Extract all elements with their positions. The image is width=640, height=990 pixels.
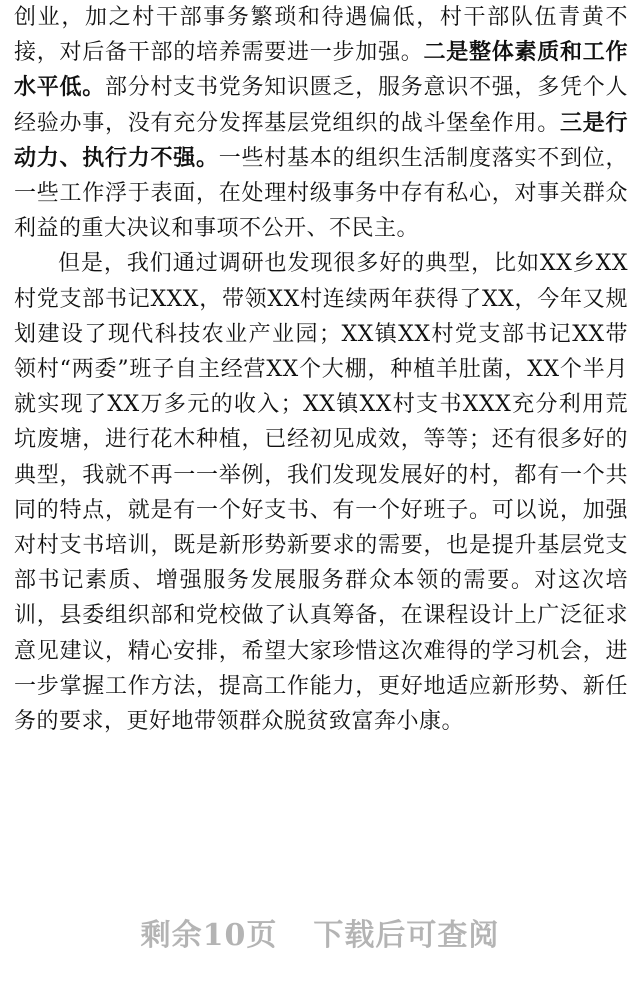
paragraph-1-text-e: 一些村基本的组织生活制度落实不到位，一些工作浮于表面，在处理村级事务中存有私心，对事关群众利益的重大决议和事项不公开、不民主。 [14,145,628,242]
remaining-pages-label: 剩余10页 [140,918,278,953]
download-prompt-banner[interactable] [0,912,640,952]
paragraph-1-text-c: 部分村支书党务知识匮乏，服务意识不强，多凭个人经验办事，没有充分发挥基层党组织的战斗堡垒作用。 [14,75,628,136]
paragraph-1 [14,0,628,246]
point-two-heading: 二是整体素质和工作水平低。 [14,39,628,101]
download-hint-label: 下载后可查阅 [313,918,500,953]
paragraph-1-text-a: 创业，加之村干部事务繁琐和待遇偏低，村干部队伍青黄不接，对后备干部的培养需要进一步加强。 [14,5,628,66]
point-three-heading: 三是行动力、执行力不强。 [14,109,628,171]
document-body [14,0,628,739]
paragraph-2: 但是，我们通过调研也发现很多好的典型，比如XX乡XX村党支部书记XXX，带领XX村连续两年获得了XX，今年又规划建设了现代科技农业产业园；XX镇XX村党支部书记XX带领村“两委”班子自主经营XX个大棚，种植羊肚菌，XX个半月就实现了XX万多元的收入；XX镇XX村支书XXX充分利用荒坑废塘，进行花木种植，已经初见成效，等等；还有很多好的典型，我就不再一一举例，我们发现发展好的村，都有一个共同的特点，就是有一个好支书、有一个好班子。可以说，加强对村支书培训，既是新形势新要求的需要，也是提升基层党支部书记素质、增强服务发展服务群众本领的需要。对这次培训，县委组织部和党校做了认真筹备，在课程设计上广泛征求意见建议，精心安排，希望大家珍惜这次难得的学习机会，进一步掌握工作方法，提高工作能力，更好地适应新形势、新任务的要求，更好地带领群众脱贫致富奔小康。 [14,251,628,735]
